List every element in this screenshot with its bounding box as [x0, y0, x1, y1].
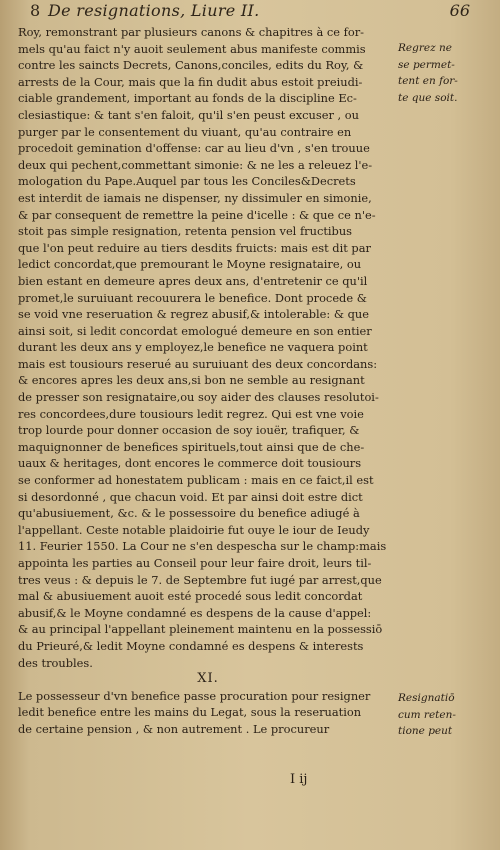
text-line: qu'abusiuement, &c. & le possessoire du benefice adiugé à — [18, 506, 360, 521]
margin-note-line: Resignatiō — [398, 692, 455, 704]
text-line: ainsi soit, si ledit concordat emologué demeure en son entier — [18, 323, 372, 338]
text-line: promet,le suruiuant recouurera le benefice. Dont procede & — [18, 290, 367, 305]
text-line: des troubles. — [18, 655, 93, 670]
section-number: XI. — [197, 671, 219, 687]
text-line: que l'on peut reduire au tiers desdits fruicts: mais est dit par — [18, 240, 371, 255]
text-line: clesiastique: & tant s'en faloit, qu'il s'en peust excuser , ou — [18, 107, 359, 122]
margin-note-line: cum reten- — [398, 708, 456, 721]
running-title: De resignations, Liure II. — [48, 1, 260, 20]
text-line: mels qu'au faict n'y auoit seulement abus manifeste commis — [18, 41, 366, 56]
text-line: procedoit gemination d'offense: car au lieu d'vn , s'en trouue — [18, 141, 370, 156]
signature-mark: I ij — [290, 772, 308, 787]
text-line: arrests de la Cour, mais que la fin dudit abus estoit preiudi- — [18, 74, 363, 89]
margin-note-line: tione peut — [398, 725, 453, 738]
text-line: abusif,& le Moyne condamné es despens de la cause d'appel: — [18, 605, 372, 620]
text-line: trop lourde pour donner occasion de soy iouër, trafiquer, & — [18, 423, 360, 438]
text-line: Le possesseur d'vn benefice passe procuration pour resigner — [18, 688, 371, 703]
text-line: & encores apres les deux ans,si bon ne semble au resignant — [18, 373, 365, 388]
text-line: contre les saincts Decrets, Canons,conciles, edits du Roy, & — [18, 58, 364, 73]
text-line: si desordonné , que chacun void. Et par ainsi doit estre dict — [18, 489, 363, 504]
text-line: du Prieuré,& ledit Moyne condamné es despens & interests — [18, 638, 364, 653]
margin-note-line: tent en for- — [398, 75, 458, 88]
page-header — [30, 0, 470, 22]
text-line: stoit pas simple resignation, retenta pension vel fructibus — [18, 224, 353, 239]
margin-note-line: se permet- — [398, 58, 455, 71]
text-line: res concordees,dure tousiours ledit regrez. Qui est vne voie — [18, 406, 364, 421]
text-line: maquignonner de benefices spirituels,tout ainsi que de che- — [18, 439, 365, 454]
text-line: mais est tousiours reserué au suruiuant des deux concordans: — [18, 356, 378, 371]
text-line: l'appellant. Ceste notable plaidoirie fut ouye le iour de Ieudy — [18, 522, 370, 537]
margin-note-line: Regrez ne — [398, 42, 452, 54]
text-line: ledit benefice entre les mains du Legat, sous la reseruation — [18, 705, 362, 720]
folio-number: 66 — [449, 1, 470, 20]
text-line: de presser son resignataire,ou soy aider des clauses resolutoi- — [18, 390, 379, 405]
text-line: mologation du Pape.Auquel par tous les Conciles&Decrets — [18, 174, 356, 189]
text-line: deux qui pechent,commettant simonie: & ne les a releuez l'e- — [18, 157, 373, 172]
text-line: uaux & heritages, dont encores le commerce doit tousiours — [18, 456, 362, 471]
margin-note-resignatio — [398, 690, 498, 740]
main-text — [18, 24, 398, 738]
text-line: tres veus : & depuis le 7. de Septembre fut iugé par arrest,que — [18, 572, 382, 587]
text-line: & par consequent de remettre la peine d'icelle : & que ce n'e- — [18, 207, 376, 222]
text-line: 11. Feurier 1550. La Cour ne s'en despescha sur le champ:mais — [18, 539, 387, 554]
text-line: de certaine pension , & non autrement . Le procureur — [18, 721, 330, 736]
text-line: & au principal l'appellant pleinement maintenu en la possessiō — [18, 622, 383, 637]
text-line: Roy, remonstrant par plusieurs canons & chapitres à ce for- — [18, 25, 364, 39]
text-line: est interdit de iamais ne dispenser, ny dissimuler en simonie, — [18, 190, 372, 205]
text-line: se void vne reseruation & regrez abusif,& intolerable: & que — [18, 307, 370, 322]
text-line: bien estant en demeure apres deux ans, d'entretenir ce qu'il — [18, 273, 368, 288]
text-line: appointa les parties au Conseil pour leur faire droit, leurs til- — [18, 556, 372, 570]
text-line: se conformer ad honestatem publicam : mais en ce faict,il est — [18, 473, 374, 488]
text-line: mal & abusiuement auoit esté procedé sous ledit concordat — [18, 589, 363, 604]
page-number: 8 — [30, 1, 41, 20]
text-line: ledict concordat,que premourant le Moyne resignataire, ou — [18, 257, 362, 272]
margin-note-line: te que soit. — [398, 91, 458, 104]
margin-note-regrez — [398, 40, 498, 106]
text-line: ciable grandement, important au fonds de la discipline Ec- — [18, 91, 357, 106]
text-line: purger par le consentement du viuant, qu'au contraire en — [18, 124, 352, 139]
text-line: durant les deux ans y employez,le benefice ne vaquera point — [18, 340, 368, 355]
